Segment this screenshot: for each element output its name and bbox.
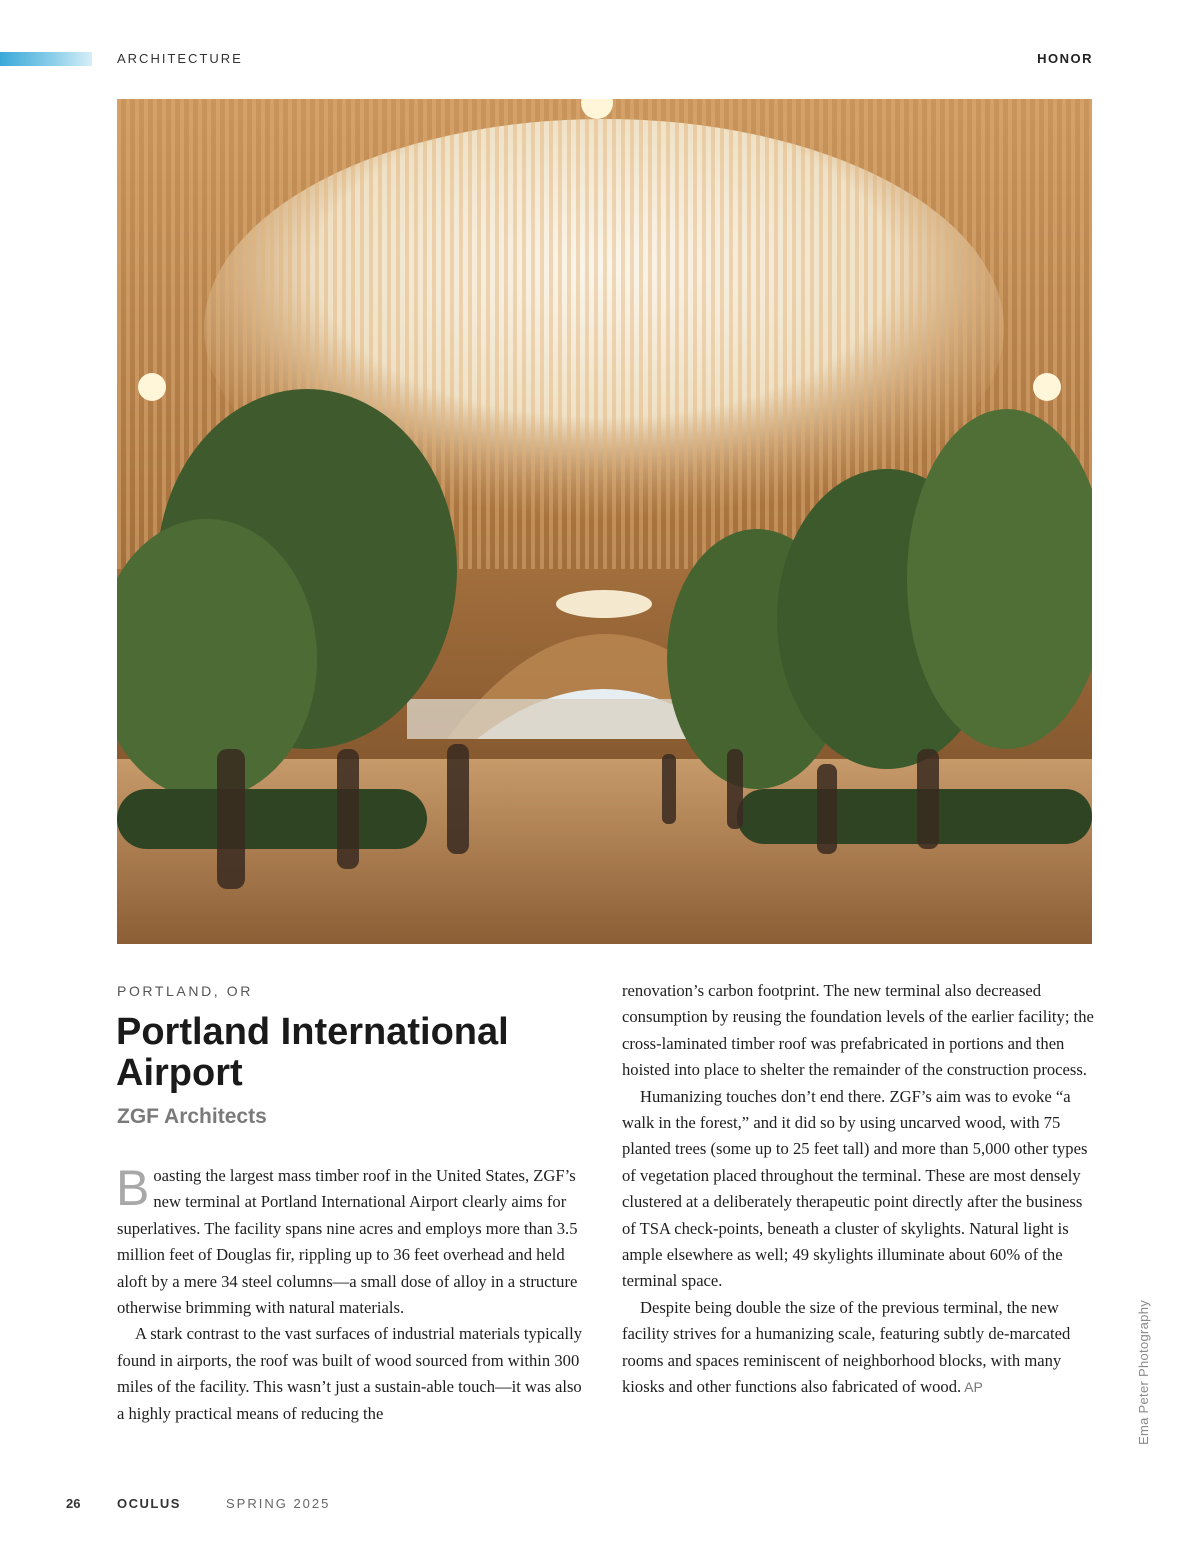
magazine-name: OCULUS	[117, 1496, 181, 1511]
terminal-photo-illustration	[117, 99, 1092, 944]
accent-bar	[0, 52, 92, 66]
project-title: Portland International Airport	[116, 1011, 509, 1094]
article-paragraph	[622, 1295, 1094, 1401]
issue-date: SPRING 2025	[226, 1496, 331, 1511]
author-initials: AP	[964, 1379, 983, 1396]
article-column-left	[116, 1160, 587, 1427]
article-paragraph: Humanizing touches don’t end there. ZGF’s aim was to evoke “a walk in the forest,” and it did so by using uncarved wood, with 75 planted trees (some up to 25 feet tall) and more than 5,000 other types of vegetation placed throughout the terminal. These are most densely clustered at a deliberately therapeutic point directly after the business of TSA check-points, beneath a cluster of skylights. Natural light is ample elsewhere as well; 49 skylights illuminate about 60% of the terminal space.	[622, 1086, 1088, 1291]
article-paragraph: renovation’s carbon footprint. The new terminal also decreased consumption by reusing the foundation levels of the earlier facility; the cross-laminated timber roof was prefabricated in portions and then hoisted into place to shelter the remainder of the construction process.	[622, 981, 1094, 1080]
award-label: HONOR	[1037, 51, 1093, 66]
drop-cap: B	[116, 1160, 150, 1216]
project-location: PORTLAND, OR	[117, 983, 253, 999]
section-label: ARCHITECTURE	[117, 51, 243, 66]
terminal-photo	[117, 99, 1092, 944]
article-column-right	[622, 978, 1094, 1401]
paragraph-text: oasting the largest mass timber roof in the United States, ZGF’s new terminal at Portland International Airport clearly aims for superlatives. The facility spans nine acres and employs more than 3.5 million feet of Douglas fir, rippling up to 36 feet overhead and held aloft by a mere 34 steel columns—a small dose of alloy in a structure otherwise brimming with natural materials.	[117, 1166, 578, 1318]
page-number: 26	[66, 1496, 81, 1511]
architect-firm: ZGF Architects	[117, 1105, 267, 1128]
article-paragraph: A stark contrast to the vast surfaces of industrial materials typically found in airports, the roof was built of wood sourced from within 300 miles of the facility. This wasn’t just a sustain-able touch—it was also a highly practical means of reducing the	[117, 1324, 582, 1423]
paragraph-text: Despite being double the size of the previous terminal, the new facility strives for a humanizing scale, featuring subtly de-marcated rooms and spaces reminiscent of neighborhood blocks, with many kiosks and other functions also fabricated of wood.	[622, 1297, 1071, 1397]
article-paragraph	[116, 1160, 587, 1321]
photo-credit: Ema Peter Photography	[1136, 1299, 1151, 1445]
